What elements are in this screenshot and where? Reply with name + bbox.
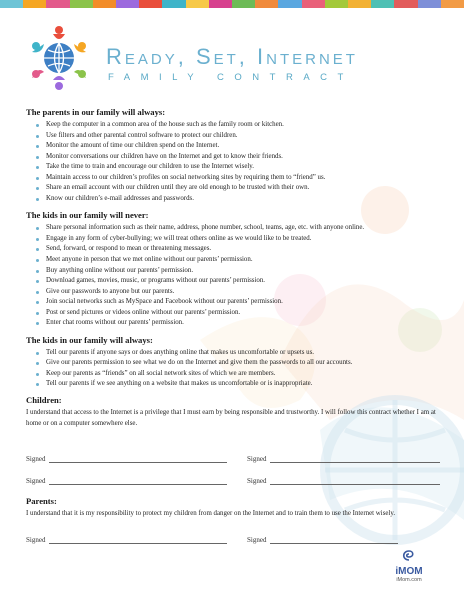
list-item: Use filters and other parental control software to protect our children. bbox=[46, 131, 444, 142]
parents-section bbox=[26, 496, 444, 520]
list-item: Give our passwords to anyone but our parents. bbox=[46, 287, 444, 298]
list-item: Enter chat rooms without our parents’ permission. bbox=[46, 318, 444, 329]
list-item: Send, forward, or respond to mean or threatening messages. bbox=[46, 244, 444, 255]
list-item: Engage in any form of cyber-bullying; we will treat others online as we would like to be treated. bbox=[46, 234, 444, 245]
list-item: Share personal information such as their name, address, phone number, school, teams, age, etc. with anyone online. bbox=[46, 223, 444, 234]
parent-signature-line-2[interactable] bbox=[247, 535, 398, 544]
list-item: Join social networks such as MySpace and Facebook without our parents’ permission. bbox=[46, 297, 444, 308]
list-item: Give our parents permission to see what we do on the Internet and give them the passwords to all our accounts. bbox=[46, 358, 444, 369]
child-signature-line-4[interactable] bbox=[247, 476, 440, 485]
children-statement: I understand that access to the Internet is a privilege that I must earn by being responsible and trustworthy. I will follow this contract whether I am at home or on a computer somewhere else. bbox=[26, 409, 436, 427]
section-heading-kids-never: The kids in our family will never: bbox=[26, 210, 149, 221]
child-signature-line-2[interactable] bbox=[247, 454, 440, 463]
imom-brand: iMOM bbox=[395, 566, 423, 577]
section-heading-kids-always: The kids in our family will always: bbox=[26, 334, 153, 345]
list-item: Buy anything online without our parents’ permission. bbox=[46, 266, 444, 277]
list-item: Download games, movies, music, or programs without our parents’ permission. bbox=[46, 276, 444, 287]
list-item: Keep the computer in a common area of the house such as the family room or kitchen. bbox=[46, 120, 444, 131]
child-signature-line-1[interactable] bbox=[26, 454, 227, 463]
list-item: Tell our parents if we see anything on a website that makes us uncomfortable or is inappropriate. bbox=[46, 379, 444, 390]
signature-label: Signed bbox=[26, 477, 46, 485]
section-heading-parents: The parents in our family will always: bbox=[26, 107, 166, 117]
parents-statement: I understand that it is my responsibility to protect my children from danger on the Internet and to train them to use the Internet wisely. bbox=[26, 510, 396, 517]
list-parents-will bbox=[26, 120, 444, 204]
child-signature-line-3[interactable] bbox=[26, 476, 227, 485]
list-item: Take the time to train and encourage our children to use the Internet wisely. bbox=[46, 162, 444, 173]
contract-subtitle: FAMILY CONTRACT bbox=[108, 72, 354, 83]
list-item: Keep our parents as “friends” on all social network sites of which we are members. bbox=[46, 369, 444, 380]
list-item: Post or send pictures or videos online without our parents’ permission. bbox=[46, 308, 444, 319]
children-heading: Children: bbox=[26, 395, 62, 406]
list-item: Tell our parents if anyone says or does anything online that makes us uncomfortable or upsets us. bbox=[46, 348, 444, 359]
list-item: Share an email account with our children until they are old enough to be trusted with their own. bbox=[46, 183, 444, 194]
signature-label: Signed bbox=[26, 455, 46, 463]
imom-swirl-icon bbox=[400, 548, 418, 562]
list-item: Monitor conversations our children have on the Internet and get to know their friends. bbox=[46, 152, 444, 163]
imom-site: iMom.com bbox=[396, 577, 422, 583]
signature-label: Signed bbox=[26, 536, 46, 544]
list-item: Monitor the amount of time our children spend on the Internet. bbox=[46, 141, 444, 152]
list-item: Know our children’s e-mail addresses and passwords. bbox=[46, 194, 444, 205]
parents-heading: Parents: bbox=[26, 496, 57, 506]
list-item: Maintain access to our children’s profiles on social networking sites by requiring them to “friend” us. bbox=[46, 173, 444, 184]
list-kids-never bbox=[26, 223, 444, 328]
imom-logo bbox=[384, 548, 434, 584]
parent-signature-line-1[interactable] bbox=[26, 535, 227, 544]
list-item: Meet anyone in person that we met online without our parents’ permission. bbox=[46, 255, 444, 266]
signature-label: Signed bbox=[247, 477, 267, 485]
family-globe-logo bbox=[26, 22, 92, 92]
contract-body bbox=[26, 107, 444, 429]
signature-label: Signed bbox=[247, 455, 267, 463]
signature-label: Signed bbox=[247, 536, 267, 544]
contract-title: Ready, Set, Internet bbox=[106, 44, 358, 69]
list-kids-always bbox=[26, 348, 444, 390]
